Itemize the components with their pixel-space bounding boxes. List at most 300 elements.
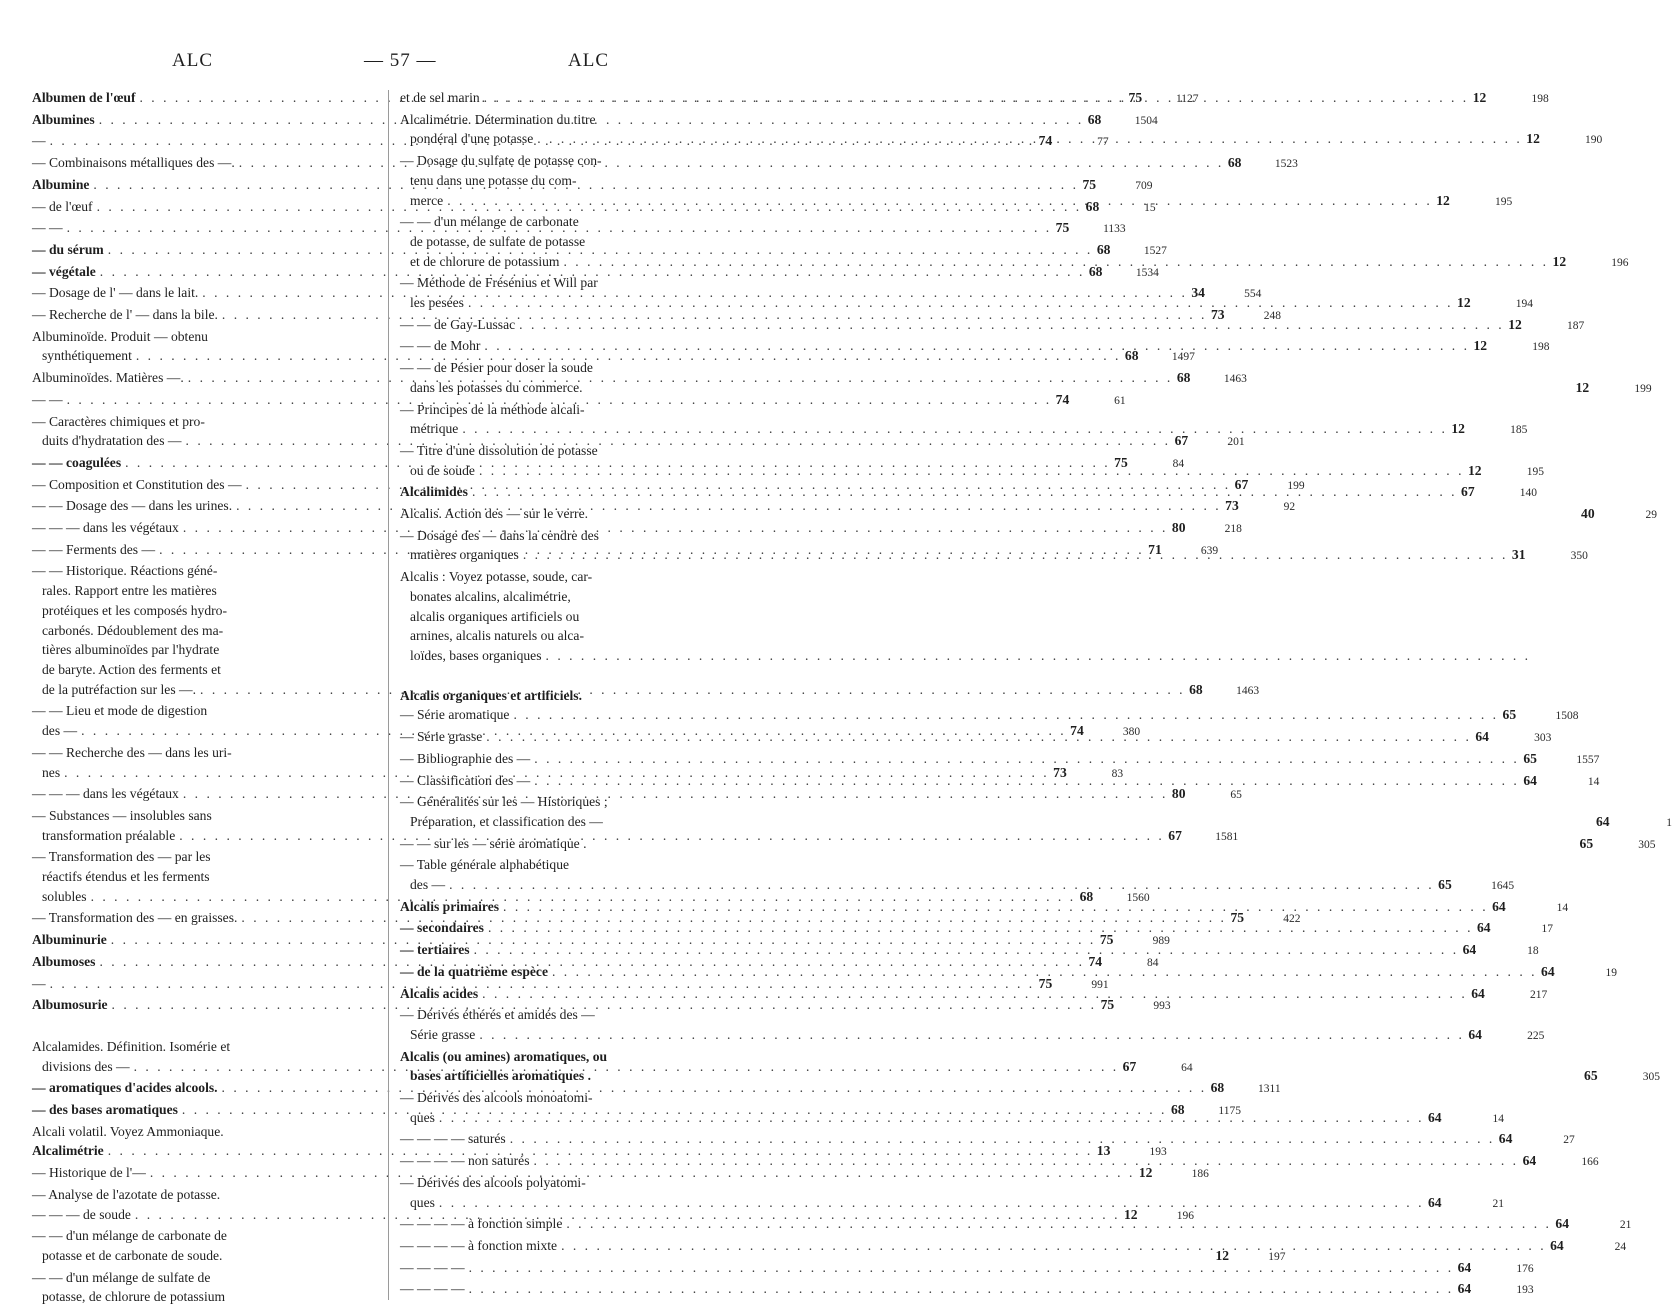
volume-number: 12 — [1575, 379, 1590, 395]
volume-number: 65 — [1438, 877, 1452, 893]
entry-text-line: carbonés. Dédoublement des ma- — [42, 622, 224, 638]
entry-text: — secondaires — [400, 920, 484, 936]
volume-number: 12 — [1451, 421, 1465, 437]
index-entry — [400, 705, 1579, 727]
volume-number: 12 — [1138, 1165, 1153, 1181]
entry-text: Albumen de l'œuf — [32, 90, 136, 105]
entry-text: — de la quatrième espèce — [400, 963, 548, 979]
volume-number: 67 — [1174, 433, 1189, 449]
entry-text: — — — — — [400, 1281, 465, 1297]
volume-number: 64 — [1541, 963, 1555, 979]
page-ref: 1 — [1666, 816, 1672, 829]
volume-number: 75 — [1038, 975, 1053, 991]
volume-number: 64 — [1477, 920, 1491, 936]
page-ref: 14 — [1587, 775, 1600, 788]
entry-text: Alcalis organiques et artificiels. — [400, 687, 582, 703]
entry-text: — Historique de l'— — [32, 1165, 146, 1181]
entry-text: duits d'hydratation des — — [42, 433, 182, 449]
page-ref: 193 — [1149, 1146, 1167, 1159]
entry-text-line: — — Lieu et mode de digestion — [32, 703, 208, 719]
entry-text: ques — [410, 1109, 435, 1125]
volume-number: 67 — [1461, 484, 1475, 500]
entry-text: Albumine — [32, 176, 90, 192]
entry-text-line: de potasse, de sulfate de potasse — [410, 233, 586, 249]
volume-number: 68 — [1079, 888, 1094, 904]
entry-text: les pesées — [410, 295, 464, 311]
page-ref: 193 — [1516, 1284, 1534, 1297]
entry-text: — aromatiques d'acides alcools. — [32, 1080, 218, 1096]
dot-leader — [534, 1151, 1519, 1171]
entry-text-line: — — Recherche des — dans les uri- — [32, 744, 232, 760]
page-ref: 639 — [1200, 544, 1219, 557]
volume-number: 12 — [1457, 295, 1471, 311]
volume-number: 40 — [1581, 506, 1595, 522]
volume-number: 68 — [1088, 263, 1103, 279]
page-ref: 64 — [1181, 1061, 1193, 1074]
volume-number: 67 — [1122, 1058, 1137, 1074]
page-ref: 1581 — [1215, 830, 1239, 843]
page-ref: 198 — [1532, 341, 1550, 354]
entry-text: — Combinaisons métalliques des —. — [32, 155, 235, 171]
entry-text: — Série aromatique — [400, 707, 510, 723]
volume-number: 64 — [1498, 1131, 1513, 1147]
header-right: ALC — [568, 50, 609, 71]
page-ref: 422 — [1283, 913, 1301, 926]
volume-number: 68 — [1210, 1080, 1225, 1096]
page-ref: 993 — [1153, 1000, 1171, 1013]
entry-text-line: — Transformation des — par les — [32, 849, 211, 865]
volume-number: 67 — [1168, 827, 1182, 843]
volume-number: 64 — [1468, 1026, 1482, 1042]
entry-text-line: tenu dans une potasse du com- — [410, 172, 577, 188]
volume-number: 75 — [1055, 220, 1070, 236]
volume-number: 73 — [1053, 764, 1067, 780]
entry-text: Alcalis. Action des — sur le verre. — [400, 506, 588, 522]
volume-number: 12 — [1472, 90, 1487, 105]
entry-text: — — — [32, 391, 63, 407]
volume-number: 65 — [1584, 1068, 1598, 1084]
dot-leader — [566, 1214, 1551, 1234]
volume-number: 68 — [1124, 348, 1139, 364]
dot-leader — [534, 771, 1519, 791]
page-ref: 176 — [1516, 1262, 1534, 1275]
page-ref: 199 — [1287, 479, 1305, 492]
page-ref: 18 — [1527, 945, 1539, 958]
volume-number: 74 — [1088, 953, 1103, 969]
page-ref: 21 — [1619, 1219, 1632, 1232]
entry-text: — de l'œuf — [32, 198, 93, 214]
page-ref: 198 — [1531, 93, 1549, 105]
volume-number: 34 — [1191, 285, 1205, 301]
volume-number: 12 — [1508, 316, 1522, 332]
page-ref: 1127 — [1175, 93, 1199, 105]
page-ref: 187 — [1566, 319, 1585, 332]
volume-number: 65 — [1523, 750, 1537, 766]
volume-number: 12 — [1123, 1206, 1138, 1222]
page-header — [0, 50, 800, 80]
entry-text-line: — Principes de la méthode alcali- — [400, 401, 585, 417]
dot-leader — [449, 875, 1434, 895]
entry-text: et de chlorure de potassium — [410, 253, 560, 269]
entry-text-line: — Table générale alphabétique — [400, 857, 570, 873]
page-number: — 57 — — [364, 50, 437, 71]
volume-number: 64 — [1550, 1237, 1564, 1253]
entry-text: — — [32, 133, 46, 149]
page-ref: 84 — [1147, 956, 1159, 969]
entry-text: Albumoses — [32, 953, 96, 969]
column-divider — [388, 90, 389, 1300]
entry-text-line: tières albuminoïdes par l'hydrate — [42, 642, 220, 658]
entry-text: — — — dans les végétaux — [32, 520, 179, 536]
entry-text: — — Ferments des — — [32, 541, 156, 557]
entry-text: — Série grasse — [400, 729, 483, 745]
page-ref: 185 — [1510, 424, 1528, 437]
entry-text: — Analyse de l'azotate de potasse. — [32, 1186, 221, 1202]
entry-text: Alcalimétrie — [32, 1143, 104, 1159]
page-ref: 195 — [1526, 465, 1544, 478]
dot-leader — [472, 482, 1457, 502]
volume-number: 68 — [1189, 681, 1203, 697]
entry-text: des — — [42, 723, 78, 739]
entry-text: — — — — saturés — [400, 1131, 506, 1147]
entry-text: divisions des — — [42, 1058, 130, 1074]
entry-text: Albumosurie — [32, 997, 108, 1013]
volume-number: 73 — [1210, 307, 1225, 323]
entry-text: transformation préalable — [42, 827, 176, 843]
entry-text-line: alcalis organiques artificiels ou — [410, 608, 580, 624]
entry-text: — Dosage de l' — dans le lait. — [32, 285, 199, 301]
page-ref: 1645 — [1491, 880, 1515, 893]
page-ref: 14 — [1492, 1112, 1504, 1125]
page-ref: 1311 — [1258, 1083, 1281, 1096]
page-ref: 19 — [1605, 966, 1618, 979]
dot-leader — [552, 962, 1537, 982]
dot-leader — [439, 1108, 1424, 1128]
entry-text-line: rales. Rapport entre les matières — [42, 583, 217, 599]
volume-number: 64 — [1595, 813, 1610, 829]
page-ref: 83 — [1111, 767, 1124, 780]
volume-number: 12 — [1552, 253, 1567, 269]
page-ref: 29 — [1645, 509, 1658, 522]
entry-text-line: Alcalimétrie. Détermination du titre — [400, 111, 596, 127]
entry-text: — du sérum — [32, 241, 104, 257]
entry-text-line: Alcalis : Voyez potasse, soude, car- — [400, 569, 593, 585]
entry-text: — — — — à fonction simple — [400, 1216, 563, 1232]
dot-leader — [534, 749, 1519, 769]
entry-text: — — — de soude — [32, 1206, 131, 1222]
dot-leader — [537, 129, 1522, 149]
entry-text-line: — — d'un mélange de sulfate de — [32, 1269, 211, 1285]
volume-number: 75 — [1128, 90, 1143, 105]
entry-text-line: arnines, alcalis naturels ou alca- — [410, 628, 584, 644]
entry-text: — Composition et Constitution des — — [32, 476, 242, 492]
dot-leader — [479, 1025, 1464, 1045]
page-ref: 380 — [1122, 726, 1141, 739]
entry-text: — Recherche de l' — dans la bile. — [32, 307, 218, 323]
entry-text-line: — Dérivés éthérés et amidés des — — [400, 1007, 595, 1023]
page-ref: 1497 — [1171, 351, 1195, 364]
page-ref: 92 — [1283, 501, 1296, 514]
page-ref: 1133 — [1103, 223, 1126, 236]
volume-number: 73 — [1225, 498, 1239, 514]
volume-number: 64 — [1522, 1153, 1537, 1169]
dot-leader — [523, 545, 1508, 565]
index-entry — [400, 749, 1600, 771]
page-ref: 14 — [1556, 901, 1569, 914]
index-entry — [32, 1268, 388, 1307]
page-ref: 15 — [1144, 201, 1156, 214]
entry-text: matières organiques — [410, 547, 519, 563]
page-ref: 1175 — [1218, 1105, 1241, 1118]
entry-text: Alcalis primaires — [400, 898, 500, 914]
dot-leader — [439, 1193, 1424, 1213]
volume-number: 12 — [1526, 131, 1540, 147]
dot-leader — [482, 984, 1467, 1004]
volume-number: 68 — [1096, 241, 1111, 257]
entry-text: — — sur les — série aromatique . — [400, 835, 587, 851]
page-ref: 27 — [1563, 1134, 1575, 1147]
dot-leader — [486, 727, 1471, 747]
entry-text: — Classification des — — [400, 772, 531, 788]
entry-text-line: Alcalamides. Définition. Isomérie et — [32, 1038, 231, 1054]
page-ref: 991 — [1091, 978, 1109, 991]
entry-text-line: — — Historique. Réactions géné- — [32, 563, 218, 579]
volume-number: 75 — [1230, 910, 1245, 926]
page-ref: 77 — [1097, 136, 1109, 149]
entry-text: — — coagulées — [32, 454, 122, 470]
volume-number: 68 — [1087, 111, 1102, 127]
page-ref: 199 — [1634, 382, 1652, 395]
entry-text-line: — Dosage des — dans la cendre des — [400, 527, 599, 543]
entry-text: Alcali volatil. Voyez Ammoniaque. — [32, 1123, 224, 1139]
volume-number: 74 — [1055, 391, 1070, 407]
volume-number: 65 — [1502, 707, 1517, 723]
entry-text: des — — [410, 877, 446, 893]
entry-text: Alcalis acides — [400, 985, 479, 1001]
entry-text: Préparation, et classification des — — [410, 813, 603, 829]
page-ref: 196 — [1611, 256, 1629, 269]
entry-gap — [32, 1017, 388, 1037]
page-ref: 24 — [1614, 1240, 1627, 1253]
page-ref: 1463 — [1236, 684, 1260, 697]
entry-text-line: — Caractères chimiques et pro- — [32, 413, 205, 429]
entry-text-line: — Dérivés des alcools polyatomi- — [400, 1174, 586, 1190]
volume-number: 67 — [1234, 476, 1249, 492]
entry-text: — — — dans les végétaux — [32, 786, 179, 802]
page-ref: 1523 — [1274, 158, 1298, 171]
entry-text: potasse, de chlorure de potassium — [42, 1289, 226, 1305]
page-ref: 305 — [1642, 1071, 1661, 1084]
entry-text: — — [32, 975, 46, 991]
entry-text: — tertiaires — [400, 942, 470, 958]
index-entry — [32, 1100, 1241, 1122]
index-entry — [400, 1258, 1534, 1280]
page-ref: 195 — [1495, 195, 1513, 208]
page-ref: 166 — [1581, 1156, 1599, 1169]
volume-number: 64 — [1492, 898, 1506, 914]
entry-text-line: Alcalis (ou amines) aromatiques, ou — [400, 1048, 608, 1064]
volume-number: 12 — [1436, 192, 1450, 208]
volume-number: 64 — [1475, 729, 1489, 745]
dot-leader — [462, 419, 1447, 439]
entry-text: synthétiquement — [42, 348, 132, 364]
entry-text-line: — Substances — insolubles sans — [32, 807, 212, 823]
entry-text-line: — Méthode de Frésénius et Will par — [400, 275, 598, 291]
volume-number: 68 — [1170, 1102, 1185, 1118]
page-ref: 65 — [1230, 789, 1242, 802]
entry-text: — — — — à fonction mixte — [400, 1237, 558, 1253]
dot-leader — [488, 918, 1473, 938]
page-ref: 1560 — [1126, 891, 1150, 904]
entry-text-line: — — d'un mélange de carbonate — [400, 214, 579, 230]
volume-number: 64 — [1523, 772, 1537, 788]
entry-text: Albuminoïdes. Matières —. — [32, 370, 184, 386]
entry-text-line: — Titre d'une dissolution de potasse — [400, 442, 598, 458]
volume-number: 64 — [1457, 1259, 1472, 1275]
index-entry — [32, 1185, 388, 1205]
entry-text: bases artificielles aromatiques . — [410, 1068, 591, 1084]
entry-text: — — Dosage des — dans les urines. — [32, 498, 233, 514]
entry-text: solubles — [42, 888, 87, 904]
volume-number: 75 — [1114, 454, 1128, 470]
volume-number: 64 — [1462, 942, 1477, 958]
page-ref: 989 — [1152, 935, 1170, 948]
dot-leader — [564, 252, 1549, 272]
page-ref: 217 — [1529, 988, 1548, 1001]
page-ref: 17 — [1541, 923, 1553, 936]
index-entry — [400, 686, 772, 706]
entry-text: ques — [410, 1194, 435, 1210]
entry-text: Alcalimides — [400, 484, 468, 500]
entry-text: loïdes, bases organiques — [410, 647, 542, 663]
entry-text: ou de soude — [410, 462, 475, 478]
page-ref: 61 — [1114, 394, 1126, 407]
page-ref: 218 — [1224, 523, 1242, 536]
volume-number: 64 — [1427, 1194, 1442, 1210]
page-ref: 248 — [1263, 310, 1281, 323]
volume-number: 74 — [1038, 133, 1053, 149]
entry-text: Albuminurie — [32, 932, 107, 948]
dot-leader — [484, 336, 1469, 356]
index-entry — [400, 1279, 1534, 1301]
index-entry — [32, 1122, 388, 1142]
entry-text: merce — [410, 192, 444, 208]
page-ref: 225 — [1527, 1029, 1545, 1042]
entry-text: pondéral d'une potasse — [410, 131, 534, 147]
entry-text: Série grasse — [410, 1026, 476, 1042]
entry-text: potasse et de carbonate de soude. — [42, 1247, 223, 1263]
volume-number: 64 — [1555, 1216, 1569, 1232]
dot-leader — [469, 1258, 1454, 1278]
volume-number: 31 — [1511, 547, 1526, 563]
volume-number: 12 — [1473, 338, 1488, 354]
entry-text: et de sel marin — [400, 90, 480, 105]
dot-leader — [479, 461, 1464, 481]
volume-number: 12 — [1467, 462, 1482, 478]
page-ref: 1557 — [1576, 753, 1600, 766]
entry-text: — — — — non saturés — [400, 1153, 530, 1169]
index-entry — [400, 567, 772, 666]
entry-gap — [400, 666, 772, 686]
entry-text-line: — — d'un mélange de carbonate de — [32, 1228, 227, 1244]
dot-leader — [510, 1129, 1495, 1149]
volume-number: 68 — [1227, 155, 1242, 171]
entry-text: dans les potasses du commerce. — [410, 379, 583, 395]
page-ref: 1508 — [1555, 710, 1579, 723]
page-ref: 303 — [1534, 732, 1552, 745]
dot-leader — [474, 940, 1459, 960]
entry-text-line: — Dérivés des alcools monoatomi- — [400, 1090, 593, 1106]
page-ref: 21 — [1492, 1197, 1504, 1210]
volume-number: 64 — [1457, 1281, 1472, 1297]
dot-leader — [503, 897, 1488, 917]
dot-leader — [561, 1236, 1546, 1256]
dot-leader — [447, 191, 1432, 211]
entry-text: — végétale — [32, 263, 96, 279]
page-ref: 194 — [1515, 298, 1534, 311]
entry-text: nes — [42, 764, 61, 780]
page-ref: 305 — [1638, 838, 1656, 851]
page-ref: 1463 — [1223, 373, 1247, 386]
volume-number: 68 — [1176, 370, 1191, 386]
entry-text-line: réactifs étendus et les ferments — [42, 869, 210, 885]
dot-leader — [546, 646, 1531, 666]
volume-number: 80 — [1171, 520, 1186, 536]
entry-text-line: bonates alcalins, alcalimétrie, — [410, 588, 571, 604]
page-ref: 1534 — [1135, 266, 1159, 279]
page-ref: 140 — [1519, 487, 1538, 500]
volume-number: 68 — [1085, 198, 1100, 214]
entry-text: — — de Mohr — [400, 338, 481, 354]
page-ref: 201 — [1227, 436, 1245, 449]
entry-text: — — de Gay-Lussac — [400, 316, 516, 332]
dot-leader — [484, 88, 1469, 108]
page-ref: 190 — [1585, 134, 1603, 147]
volume-number: 75 — [1099, 932, 1114, 948]
header-left: ALC — [172, 50, 213, 71]
entry-text: — Transformation des — en graisses. — [32, 910, 238, 926]
volume-number: 64 — [1427, 1109, 1442, 1125]
page-ref: 84 — [1172, 457, 1185, 470]
entry-text: — des bases aromatiques — [32, 1102, 178, 1118]
dot-leader — [513, 705, 1498, 725]
entry-text: de la putréfaction sur les —. — [42, 681, 197, 697]
volume-number: 64 — [1471, 985, 1485, 1001]
page-ref: 709 — [1135, 179, 1153, 192]
dot-leader — [469, 1279, 1454, 1299]
page-ref: 186 — [1191, 1168, 1209, 1181]
page-ref: 554 — [1244, 288, 1262, 301]
entry-text: — — — [32, 220, 63, 236]
volume-number: 75 — [1100, 997, 1115, 1013]
page-ref: 1527 — [1143, 244, 1167, 257]
entry-text-line: — Généralités sur les — Historiques ; — [400, 794, 608, 810]
entry-text: métrique — [410, 421, 459, 437]
page-ref: 1504 — [1134, 114, 1158, 127]
volume-number: 75 — [1082, 176, 1097, 192]
entry-text: — Bibliographie des — — [400, 750, 531, 766]
volume-number: 65 — [1579, 835, 1594, 851]
volume-number: 71 — [1148, 541, 1162, 557]
entry-text: Albumines — [32, 111, 95, 127]
volume-number: 12 — [1215, 1247, 1230, 1263]
entry-text-line: — Dosage du sulfate de potasse con- — [400, 153, 602, 169]
page-ref: 197 — [1268, 1250, 1286, 1263]
volume-number: 80 — [1171, 786, 1186, 802]
dot-leader — [468, 293, 1453, 313]
entry-text-line: de baryte. Action des ferments et — [42, 661, 221, 677]
entry-text-line: — — de Pésier pour doser la soude — [400, 360, 593, 376]
